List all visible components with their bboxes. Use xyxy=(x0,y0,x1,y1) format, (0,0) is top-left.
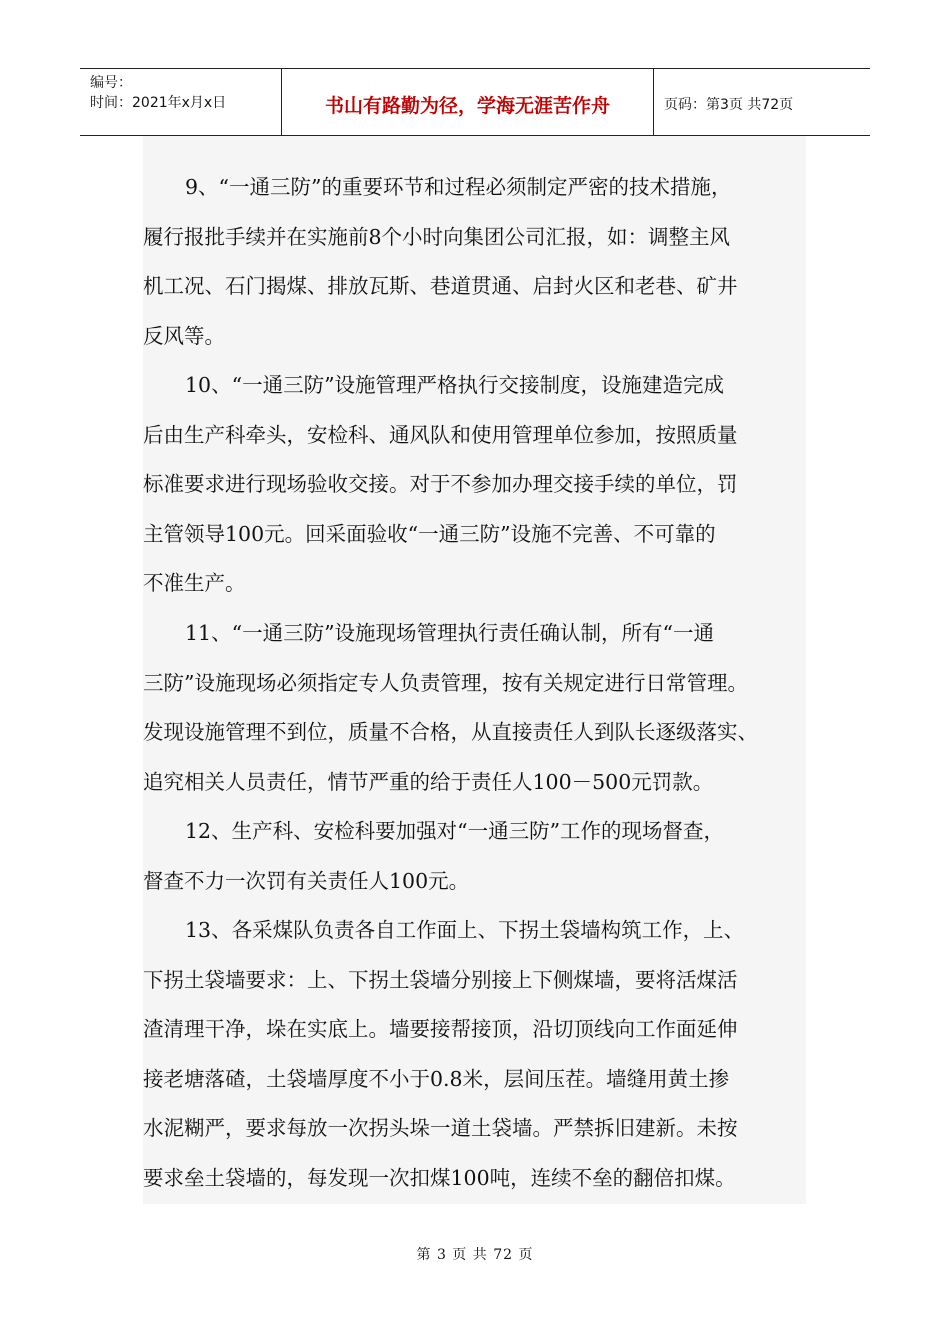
text-line: 12、生产科、安检科要加强对“一通三防”工作的现场督查， xyxy=(185,819,725,843)
text-line: 后由生产科牵头，安检科、通风队和使用管理单位参加，按照质量 xyxy=(143,422,738,447)
document-number-label: 编号： xyxy=(90,75,132,91)
paragraph-12 xyxy=(143,807,806,906)
text-line: 接老塘落碴，土袋墙厚度不小于0.8米，层间压茬。墙缝用黄土掺 xyxy=(143,1066,730,1091)
text-line: 标准要求进行现场验收交接。对于不参加办理交接手续的单位，罚 xyxy=(143,472,738,497)
header-page-info: 页码：第3页 共72页 xyxy=(664,97,794,113)
text-line: 追究相关人员责任，情节严重的给于责任人100－500元罚款。 xyxy=(143,769,714,794)
paragraph-9 xyxy=(143,163,806,361)
paragraph-11 xyxy=(143,609,806,807)
text-line: 反风等。 xyxy=(143,323,225,348)
text-line: 13、各采煤队负责各自工作面上、下拐土袋墙构筑工作，上、 xyxy=(185,918,745,942)
header-motto: 书山有路勤为径，学海无涯苦作舟 xyxy=(282,69,654,135)
header-meta xyxy=(80,69,282,135)
text-line: 下拐土袋墙要求：上、下拐土袋墙分别接上下侧煤墙，要将活煤活 xyxy=(143,967,738,992)
text-line: 主管领导100元。回采面验收“一通三防”设施不完善、不可靠的 xyxy=(143,521,716,546)
text-line: 督查不力一次罚有关责任人100元。 xyxy=(143,868,470,893)
page-header xyxy=(80,68,870,136)
text-line: 渣清理干净，垛在实底上。墙要接帮接顶，沿切顶线向工作面延伸 xyxy=(143,1017,738,1042)
page-footer: 第 3 页 共 72 页 xyxy=(416,1247,534,1263)
paragraph-10 xyxy=(143,361,806,609)
text-line: 要求垒土袋墙的，每发现一次扣煤100吨，连续不垒的翻倍扣煤。 xyxy=(143,1165,736,1190)
text-line: 水泥糊严，要求每放一次拐头垛一道土袋墙。严禁拆旧建新。未按 xyxy=(143,1116,738,1141)
text-line: 发现设施管理不到位，质量不合格，从直接责任人到队长逐级落实、 xyxy=(143,720,758,745)
text-line: 9、“一通三防”的重要环节和过程必须制定严密的技术措施， xyxy=(185,175,732,199)
text-line: 履行报批手续并在实施前8个小时向集团公司汇报，如：调整主风 xyxy=(143,224,731,249)
text-line: 11、“一通三防”设施现场管理执行责任确认制，所有“一通 xyxy=(185,621,715,645)
document-body xyxy=(143,136,806,1204)
text-line: 三防”设施现场必须指定专人负责管理，按有关规定进行日常管理。 xyxy=(143,670,748,695)
text-line: 机工况、石门揭煤、排放瓦斯、巷道贯通、启封火区和老巷、矿井 xyxy=(143,274,738,299)
text-line: 不准生产。 xyxy=(143,571,246,596)
document-date-label: 时间：2021年x月x日 xyxy=(90,95,227,111)
paragraph-13 xyxy=(143,906,806,1204)
text-line: 10、“一通三防”设施管理严格执行交接制度，设施建造完成 xyxy=(185,373,725,397)
